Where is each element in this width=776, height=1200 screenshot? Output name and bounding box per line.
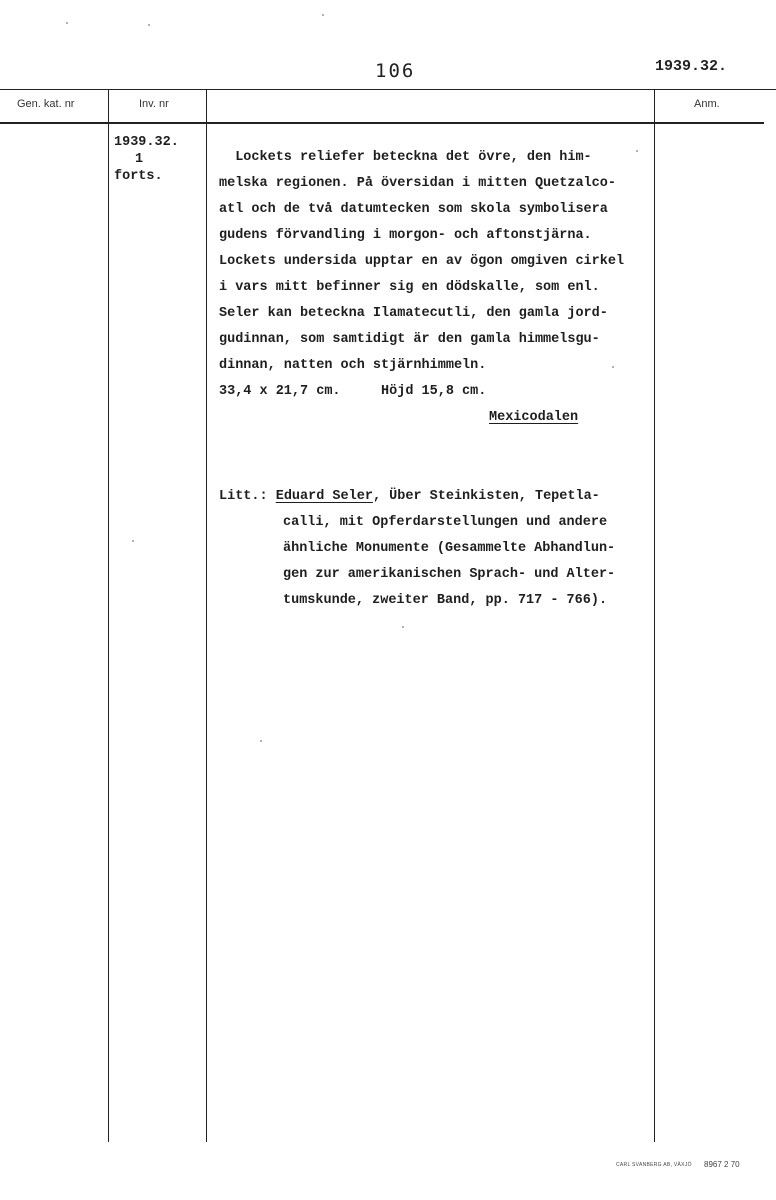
inventory-sub-number: 1 [135,152,144,167]
scan-speck [148,24,150,26]
scan-speck [66,22,68,24]
page-number: 106 [375,60,416,82]
scan-speck [612,366,614,368]
provenance: Mexicodalen [489,410,579,425]
column-divider-gen-inv [108,89,109,1142]
inventory-number: 1939.32. [114,135,179,150]
header-bottom-rule [0,122,764,124]
scan-speck [402,626,404,628]
table-top-rule [0,89,776,90]
scan-speck [132,540,134,542]
catalog-number-header: 1939.32. [655,58,728,75]
literature-line: tumskunde, zweiter Band, pp. 717 - 766). [283,593,608,608]
printer-imprint: CARL SVANBERG AB, VÄXJÖ [616,1162,692,1168]
provenance-line [219,405,624,431]
scan-speck [260,740,262,742]
literature-line [219,484,615,510]
form-code: 8967 2 70 [704,1160,740,1169]
measurements-line [219,379,624,405]
literature-line: ähnliche Monumente (Gesammelte Abhandlun- [283,541,616,556]
description-line: i vars mitt befinner sig en dödskalle, som enl. [219,280,600,295]
description-line: dinnan, natten och stjärnhimmeln. [219,358,487,373]
literature-author: Eduard Seler [275,489,373,504]
column-divider-inv-text [206,89,207,1142]
description-line: Lockets undersida upptar en av ögon omgiven cirkel [219,254,625,269]
column-divider-text-anm [654,89,655,1142]
scan-speck [322,14,324,16]
inventory-continued: forts. [114,169,163,184]
description-line: gudens förvandling i morgon- och aftonstjärna. [219,228,592,243]
literature-line: calli, mit Opferdarstellungen und andere [283,515,608,530]
description-line: Lockets reliefer beteckna det övre, den him- [219,150,592,165]
scan-speck [636,150,638,152]
description-line: melska regionen. På översidan i mitten Quetzalco- [219,176,616,191]
dimensions: 33,4 x 21,7 cm. [219,384,341,399]
inventory-block [114,134,179,185]
height-measure: Höjd 15,8 cm. [381,384,487,399]
description-line: gudinnan, som samtidigt är den gamla himmelsgu- [219,332,600,347]
literature-line: gen zur amerikanischen Sprach- und Alter- [283,567,616,582]
description-line: Seler kan beteckna Ilamatecutli, den gamla jord- [219,306,608,321]
description-block [219,145,624,431]
literature-prefix: Litt.: [219,489,268,504]
column-header-inv: Inv. nr [139,98,169,110]
literature-title-start: , Über Steinkisten, Tepetla- [372,489,600,504]
column-header-gen-kat: Gen. kat. nr [17,98,75,110]
literature-block [219,484,615,614]
column-header-anm: Anm. [694,98,720,110]
description-line: atl och de två datumtecken som skola symbolisera [219,202,608,217]
